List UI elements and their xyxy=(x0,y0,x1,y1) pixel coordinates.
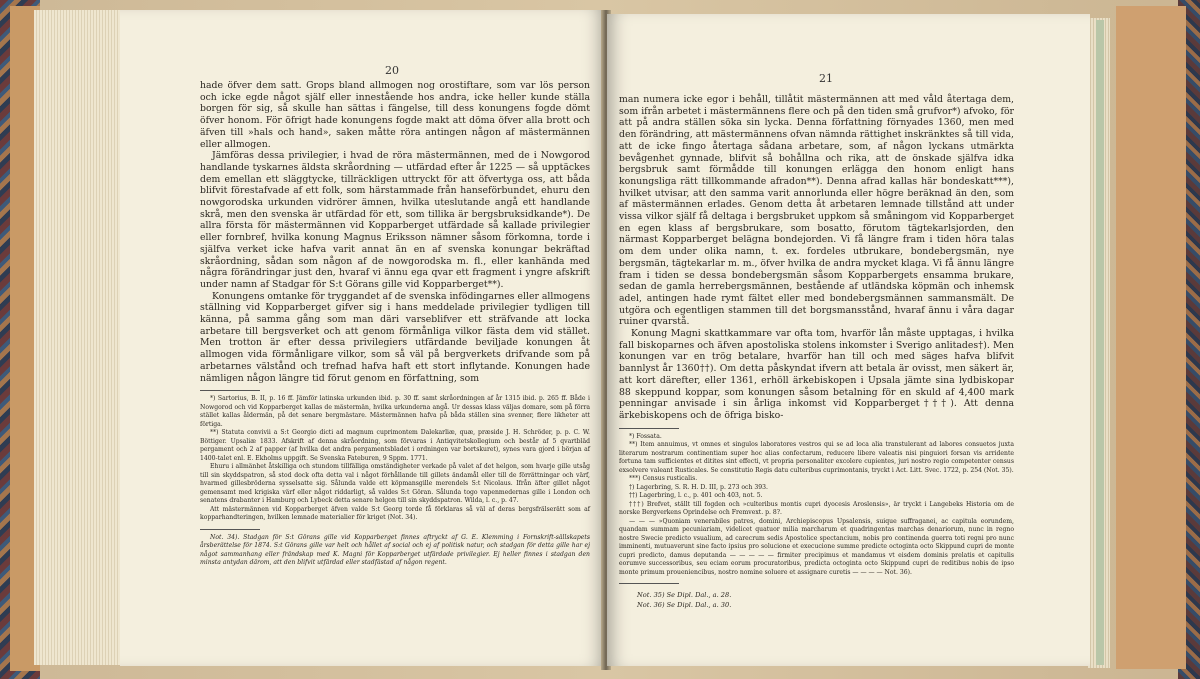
footnote: *) Fossata. xyxy=(629,432,662,440)
body-paragraph: Konung Magni skattkammare var ofta tom, hvarför lån måste upptagas, i hvilka fall biskoparnes och äfven apostoliska stolens inkomster i Sverigo anlitades†). Men konungen var en trög betalare, hvarför han till och med säges hafva blifvit bannlyst år 1360††). Om detta påskyndat ifvern att betala är ovisst, men säkert är, att kort därefter, eller 1361, erhöll ärkebiskopen i Upsala jämte sina lydbiskopar 88 skeppund koppar, som konungen såsom betalning för en skuld af 4,400 mark penningar anvisade i sin årliga inkomst vid Kopparberget†††). Att denna ärkebiskopens och de öfriga bisko- xyxy=(619,328,1014,421)
right-page xyxy=(607,14,1090,666)
left-page-text xyxy=(200,80,590,568)
footnote-rule xyxy=(619,583,679,584)
footnote: **) Item annuimus, vt omnes et singulos laboratores vestros qui se ad loca alia transtulerant ad labores consuetos juxta literarum nostrarum continentiam super hoc alias confectarum, reducere libere valeatis nisi pinguiori forsan vis arridente fortuna tam sufficientes et ditites sint effecti, vt propria personaliter excolere cupientes, juri nostro regio competenter census exsolvere valeant Rusticales. Se constitutio Regis datu culteribus cuprimontanis, tryckt i Act. Litt. Svec. 1722, p. 254 (Not. 35). xyxy=(619,441,1014,474)
footnote: — — — »Quoniam venerabiles patres, domini, Archiepiscopus Upsalensis, suique suffraganei, ac capitula eorundem, quandam summam pecuniariam, videlicet quatuor milia marcharum et quadringentas marchas denariorum, nunc in regno nostre Swecie predicto vsualium, ad carecrum sedis Apostolice spectancium, nobis pro continenda guerra toti regni pro nunc imminenti, mutuaverunt sine facto ipsius pro solucione et execucione summe predicte octoginta octo Skippund cupri de monte cupri predicto, damus deputanda — — — — — firmiter precipimus et mandamus vt eisdem dominis prelatis et capitulis eorumve successoribus, seu eciam eorum procuratoribus, predicta octoginta octo Skippund cupri de reditibus nobis de ipso monte primum proueniencibus, nostro nomine soluere et assignare curetis — — — — Not. 36). xyxy=(619,517,1014,576)
note-line: Not. 35) Se Dipl. Dal., a. 28. xyxy=(637,591,732,600)
footnote: †††) Brefvet, ställt till fogden och »culteribus montis cupri dyocesis Aroslensis», är tryckt i Langebeks Historia om de norske Bergverkens Oprindelse och Fremvext. p. 8?. xyxy=(619,500,1014,517)
body-paragraph: Jämföras dessa privilegier, i hvad de röra mästermännen, med de i Nowgorod handlande tyskarnes äldsta skråordning — utfärdad efter år 1225 — så upptäckes dem emellan ett släggtycke, tillräckligen uttryckt för att öfvertyga oss, att båda blifvit förestafvade af ett folk, som härstammade från hanseförbundet, ehuru den nowgorodska urkunden vidrörer ämnen, hvilka uteslutande angå ett handlande skrå, men den svenska är utfärdad för ett, som tillika är bergsbruksidkande*). De allra första för mästermännen vid Kopparberget utfärdade så kallade privilegier eller fornbref, hvilka konung Magnus Eriksson nämner såsom förkomna, torde i själfva verket icke hafva varit annat än en af svenska konungar bekräftad skråordning, sådan som någon af de nowgorodska m. fl., eller kanhända med några förändringar just den, hvaraf vi ännu ega qvar ett fragment i yngre afskrift under namn af Stadgar för S:t Görans gille vid Kopparberget**). xyxy=(200,150,590,290)
page-number-left: 20 xyxy=(385,64,399,77)
notes-block xyxy=(619,590,1014,610)
footnote: *) Sartorius, B. II, p. 16 ff. Jämför latinska urkunden ibid. p. 30 ff. samt skråordningen af år 1315 ibid. p. 265 ff. Både i Nowgorod och vid Kopparberget kallas de mästermän, hvilka urkunderna angå. Ur dessas klass väljas domare, som på förra stället kallas åldermän, på det senare bergmästare. Mästermännen hafva på båda ställen sina svenner, flere likheter att förtiga. xyxy=(200,395,590,428)
footnote-rule xyxy=(200,529,260,530)
footnote-rule xyxy=(619,428,679,429)
page-edge-strip xyxy=(1096,20,1104,665)
footnote-rule xyxy=(200,390,260,391)
right-page-text xyxy=(619,94,1014,610)
footnote: ***) Census rusticalis. xyxy=(629,475,698,483)
page-stack-left xyxy=(34,10,125,665)
footnote: **) Statuta convivii a S:t Georgio dicti ad magnum cuprimontem Dalekarliæ, quæ, præside J. H. Schröder, p. p. C. W. Böttiger. Upsaliæ 1833. Afskrift af denna skråordning, som förvaras i Antiqvitetskollegium och består af 5 qvartbläd pergament och 2 af papper (af hvilka det andra pergamentsbladet i ordningen var bortskuret), synes vara gjord i början af 1400-talet enl. E. Ekholms uppgift. Se Svenska Fateburen, 9 Sppm. 1771. xyxy=(200,429,590,462)
left-page xyxy=(120,10,605,666)
editor-note: Not. 34). Stadgan för S:t Görans gille vid Kopparberget finnes aftryckt af G. E. Klemming i Fornskrift-sällskapets årsberättelse för 1874. S:t Görans gille var helt och hållet af social och ej af politisk natur, och stadgan för detta gille har ej något sammanhang eller frändskap med K. Magni för Kopparberget utfärdade privilegier. Ej heller finnes i stadgan den minsta antydan därom, att den blifvit utfärdad eller stadfästad af någon regent. xyxy=(200,533,590,567)
page-number-right: 21 xyxy=(819,72,833,85)
body-paragraph: man numera icke egor i behåll, tillåtit mästermännen att med våld återtaga dem, som ifrån arbetet i mästermännens flere och på den tiden små grufvor*) afvoko, för att på andra ställen söka sin lycka. Denna författning förnyades 1360, men med den förändring, att mästermännens ofvan nämnda rättighet inskränktes så till vida, att de icke fingo återtaga sådana arbetare, som, af någon lyckans utmärkta bevågenhet gynnade, blifvit så bohållna och rika, att de önskade själfva idka bergsbruk samt förmådde till konungen erlägga den honom enligt hans konungsliga rätt tillkommande afradon**). Denna afrad kallas här bondeskatt***), hvilket utvisar, att den samma varit annorlunda eller högre beräknad än den, som af mästermännen erlades. Genom detta åt arbetaren lemnade tillstånd att under vissa vilkor själf få deltaga i bergsbruket uppkom så småningom vid Kopparberget en egen klass af bergsbrukare, som bosatto, förutom tägtekarlsjorden, den närmast Kopparberget belägna bondejorden. Vi få längre fram i tiden höra talas om dem under olika namn, t. ex. fordeles utbrukare, bondebergsmän, nye bergsmän, tägtekarlar m. m., öfver hvilka de andra mycket klaga. Vi få ännu längre fram i tiden se dessa bondebergsmän såsom Kopparbergets ensamma brukare, sedan de gamla herrebergsmännen, bestående af utländska köpmän och inhemsk adel, antingen hade rymt fältet eller med bondebergsmännen sammansmält. De utgöra och egentligen stammen till det borgsmansstånd, hvaraf ännu i våra dagar ruiner qvarstå. xyxy=(619,94,1014,328)
footnote: Ehuru i allmänhet åtskilliga och stundom tillfälliga omständigheter verkade på valet af det helgon, som hvarje gille utsåg till sin skyddspatron, så stod dock ofta detta val i något förhållande till gillets ändamål eller till de förrättningar och värf, hvarmed gillesbröderna sysselsatte sig. Sålunda valde ett köpmansgille merendels S:t Nicolaus. Ifrån äfter gillet något gemensamt med krigiska värf eller något riddarligt, så valdes S:t Göran. Sålunda togo vapenmedernas gille i London och senatens drabanter i Hamburg och Lybeck detta senare helgon till sin skyddspatron. Wilda, l. c., p. 47. xyxy=(200,463,590,505)
footnote: ††) Lagerbring, l. c., p. 401 och 403, not. 5. xyxy=(629,492,763,500)
body-paragraph: hade öfver dem satt. Grops bland allmogen nog orostiftare, som var lös person och icke egde något själf eller innestående hos andra, icke heller kunde ställa borgen för sig, så skulle han sättas i fängelse, till dess konungens fogde dömt öfver honom. För öfrigt hade konungens fogde makt att döma öfver alla brott och äfven till »hals och hand», saken måtte röra antingen någon af mästermännen eller allmogen. xyxy=(200,80,590,150)
footnote: Att mästermännen vid Kopparberget äfven valde S:t Georg torde få förklaras så väl af deras bergsfrälserätt som af kopparhandteringen, hvilken lemnade materialier för kriget (Not. 34). xyxy=(200,505,590,522)
footnote: †) Lagerbring, S. R. H. D. III, p. 273 och 393. xyxy=(629,483,768,491)
body-paragraph: Konungens omtanke för tryggandet af de svenska infödingarnes eller allmogens ställning vid Kopparberget gifver sig i hans meddelade privilegier tydligen till känna, på samma gång som man däri varseblifver ett sträfvande att locka arbetare till bergsverket och att genom förmånliga vilkor fästa dem vid stället. Men trotton är efter dessa privilegiers utfärdande beviljade konungen åt allmogen vida förmånligare vilkor, som så väl på bergverkets drifvande som på arbetarnes välstånd och trefnad hafva haft ett stort inflytande. Konungen hade nämligen någon längre tid förut genom en författning, som xyxy=(200,290,590,384)
note-line: Not. 36) Se Dipl. Dal., a. 30. xyxy=(637,601,732,610)
cover-board-right xyxy=(1116,6,1186,669)
